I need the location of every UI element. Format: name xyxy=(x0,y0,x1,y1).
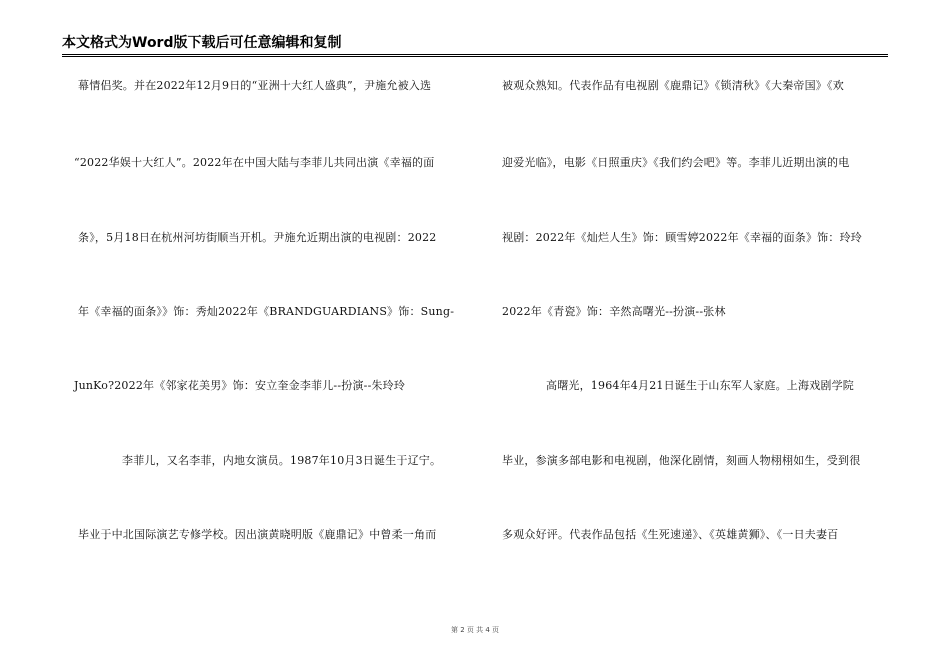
left-line-7: 毕业于中北国际演艺专修学校。因出演黄晓明版《鹿鼎记》中曾柔一角而 xyxy=(78,528,437,541)
left-line-5: JunKo?2022年《邻家花美男》饰：安立奎金李菲儿--扮演--朱玲玲 xyxy=(74,379,406,392)
document-header: 本文格式为Word版下载后可任意编辑和复制 xyxy=(62,35,342,51)
right-line-3: 视剧：2022年《灿烂人生》饰：顾雪婷2022年《幸福的面条》饰：玲玲 xyxy=(502,231,862,244)
left-line-2: “2022华娱十大红人”。2022年在中国大陆与李菲儿共同出演《幸福的面 xyxy=(74,156,435,169)
header-rule-top xyxy=(62,54,888,55)
left-line-3: 条》，5月18日在杭州河坊街顺当开机。尹施允近期出演的电视剧：2022 xyxy=(78,231,437,244)
right-line-4: 2022年《青瓷》饰：辛然高曙光--扮演--张林 xyxy=(502,305,726,318)
right-line-6: 毕业，参演多部电影和电视剧，他深化剧情，刻画人物栩栩如生，受到很 xyxy=(502,454,861,467)
left-line-4: 年《幸福的面条》》饰：秀灿2022年《BRANDGUARDIANS》饰：Sung- xyxy=(78,305,455,318)
left-line-6: 李菲儿，又名李菲，内地女演员。1987年10月3日诞生于辽宁。 xyxy=(122,454,442,467)
left-line-1: 幕情侣奖。并在2022年12月9日的“亚洲十大红人盛典”，尹施允被入选 xyxy=(78,79,432,92)
right-line-2: 迎爱光临》，电影《日照重庆》《我们约会吧》等。李菲儿近期出演的电 xyxy=(502,156,850,169)
right-line-1: 被观众熟知。代表作品有电视剧《鹿鼎记》《锁清秋》《大秦帝国》《欢 xyxy=(502,79,844,92)
right-line-7: 多观众好评。代表作品包括《生死速递》、《英雄黄狮》、《一日夫妻百 xyxy=(502,528,839,541)
page-number: 第 2 页 共 4 页 xyxy=(450,626,500,634)
header-rule-bottom xyxy=(62,56,888,57)
right-line-5: 高曙光，1964年4月21日诞生于山东军人家庭。上海戏剧学院 xyxy=(546,379,854,392)
